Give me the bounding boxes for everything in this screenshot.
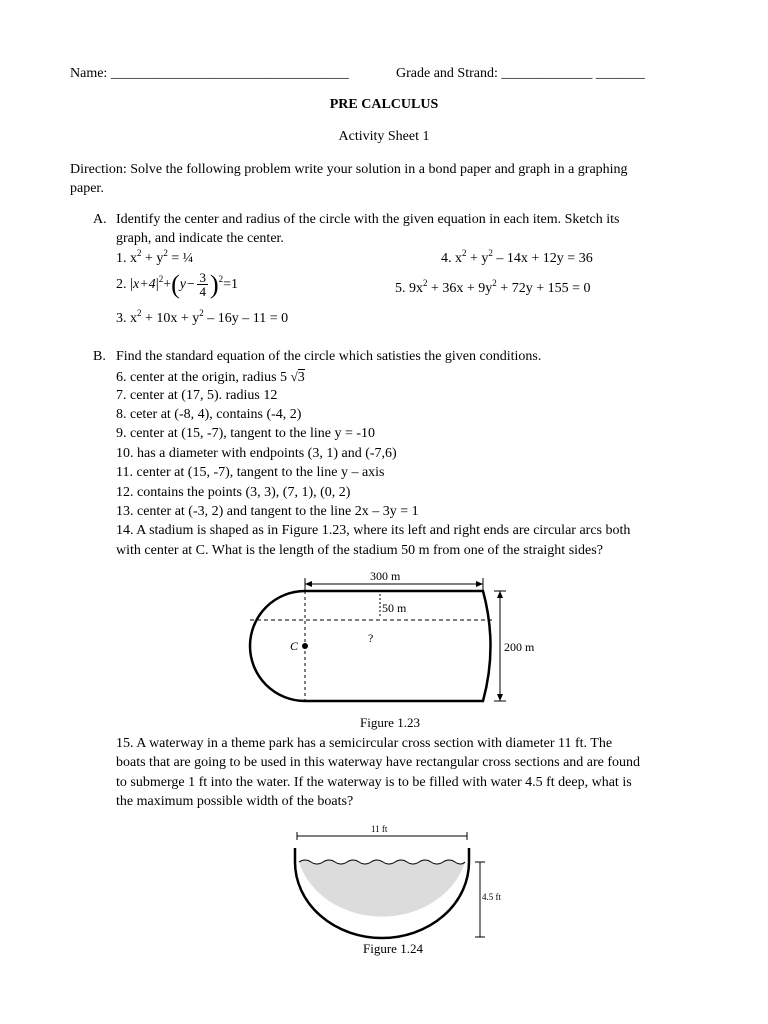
item-2-equation: 2. $|x+4|^2+(y-$ $\frac{3}{4}$ )$^2$=1 — [116, 269, 239, 300]
item-15-line-2: boats that are going to be used in this waterway have rectangular cross sections and are found — [116, 755, 641, 770]
figure-1-24-waterway — [285, 820, 525, 960]
list-item: 11. center at (15, -7), tangent to the line y – axis — [116, 465, 385, 480]
page-subtitle: Activity Sheet 1 — [338, 129, 430, 144]
right-dimension-label: 200 m — [504, 640, 535, 654]
list-item: 13. center at (-3, 2) and tangent to the line 2x – 3y = 1 — [116, 504, 419, 519]
page-title: PRE CALCULUS — [329, 97, 439, 112]
list-item: 10. has a diameter with endpoints (3, 1) and (-7,6) — [116, 446, 397, 461]
figure-1-24-caption: Figure 1.24 — [363, 941, 423, 956]
water-fill — [299, 860, 465, 917]
list-item: 9. center at (15, -7), tangent to the line y = -10 — [116, 426, 376, 441]
item-15-line-1: 15. A waterway in a theme park has a semicircular cross section with diameter 11 ft. The — [116, 736, 613, 751]
stadium-outline — [250, 591, 491, 701]
name-field-label: Name: __________________________________ — [70, 66, 349, 81]
section-a-letter: A. — [93, 212, 107, 227]
item-5-equation: 5. $9x^2 + 36x + 9y^2 + 72y + 155 = 0$ — [395, 278, 591, 296]
item-6-text: 6. center at the origin, radius 5 √3 — [116, 369, 305, 385]
direction-line-2: paper. — [70, 181, 104, 196]
item-4-equation: 4. $x^2 + y^2 - 14x + 12y = 36$ — [441, 248, 593, 266]
figure-1-23-stadium — [230, 560, 560, 735]
list-item: 7. center at (17, 5). radius 12 — [116, 388, 278, 403]
item-14-line-1: 14. A stadium is shaped as in Figure 1.23, where its left and right ends are circular arcs both — [116, 523, 631, 538]
section-b-intro: Find the standard equation of the circle which satisties the given conditions. — [116, 349, 542, 364]
item-15-line-4: the maximum possible width of the boats? — [116, 794, 354, 809]
inner-dimension-label: 50 m — [382, 601, 407, 615]
item-14-line-2: with center at C. What is the length of the stadium 50 m from one of the straight sides? — [116, 543, 603, 558]
item-15-line-3: to submerge 1 ft into the water. If the waterway is to be filled with water 4.5 ft deep, what is — [116, 775, 632, 790]
list-item: 12. contains the points (3, 3), (7, 1), (0, 2) — [116, 485, 351, 500]
grade-strand-field-label: Grade and Strand: _____________ _______ — [396, 66, 645, 81]
direction-line-1: Direction: Solve the following problem write your solution in a bond paper and graph in a graphing — [70, 162, 628, 177]
section-a-intro-1: Identify the center and radius of the circle with the given equation in each item. Sketch its — [116, 212, 620, 227]
center-label: C — [290, 639, 299, 653]
unknown-label: ? — [368, 631, 374, 645]
item-3-equation: 3. $x^2 + 10x + y^2 - 16y - 11 = 0$ — [116, 308, 289, 326]
list-item: 8. ceter at (-8, 4), contains (-4, 2) — [116, 407, 302, 422]
section-a-intro-2: graph, and indicate the center. — [116, 231, 284, 246]
right-dimension-label: 4.5 ft — [482, 892, 501, 902]
top-dimension-label: 300 m — [370, 569, 401, 583]
section-b-letter: B. — [93, 349, 106, 364]
top-dimension-label: 11 ft — [371, 824, 388, 834]
item-1-equation: 1. $x^2 + y^2$ = ¼ — [116, 248, 194, 266]
center-point — [302, 643, 308, 649]
figure-1-23-caption: Figure 1.23 — [360, 715, 420, 730]
